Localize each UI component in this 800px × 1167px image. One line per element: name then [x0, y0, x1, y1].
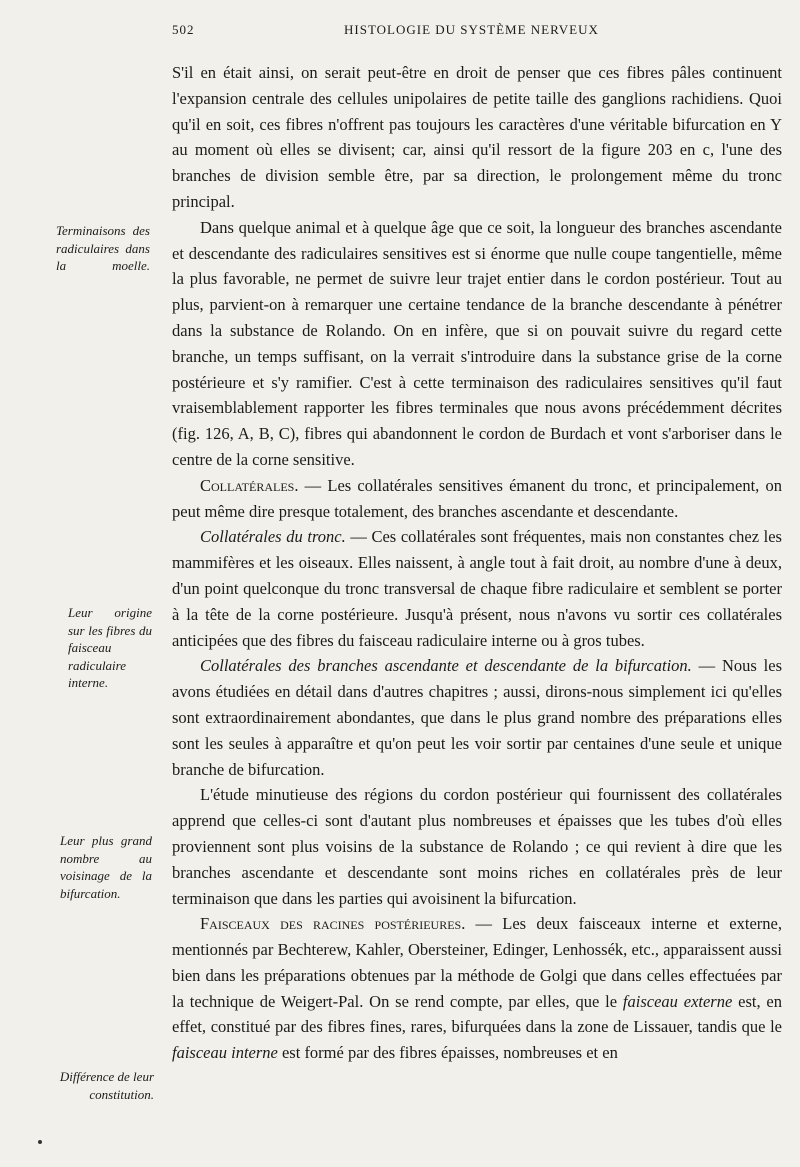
- section-heading-collaterales: Collatérales.: [200, 475, 299, 495]
- subheading-collaterales-du-tronc: Collatérales du tronc.: [200, 527, 346, 547]
- paragraph-5: [172, 653, 782, 782]
- paragraph-4: [172, 524, 782, 653]
- paragraph-3-text: — Les collatérales sensitives émanent du tronc, et principalement, on peut même dire presque totalement, des branches ascendante et descendante.: [172, 475, 782, 521]
- term-faisceau-interne: faisceau interne: [172, 1043, 278, 1063]
- paragraph-4-text: — Ces collatérales sont fréquentes, mais non constantes chez les mammifères et les oiseaux. Elles naissent, à angle tout à fait droit, au nombre d'une à deux, d'un point quelconque du tronc transversal de chaque fibre radiculaire et semblent se porter à la tête de la corne postérieure. Jusqu'à présent, nous n'avons vu sortir ces collatérales anticipées que des fibres du faisceau radiculaire interne ou à gros tubes.: [172, 527, 782, 650]
- paragraph-7-text-a: — Les deux faisceaux interne et externe, mentionnés par Bechterew, Kahler, Obersteiner, Edinger, Lenhossék, etc., apparaissent aussi bien dans les préparations obtenues par la méthode de Golgi que dans celles effectuées par la technique de Weigert-Pal. On se rend compte, par elles, que le: [172, 914, 782, 1011]
- main-text: [172, 60, 782, 1066]
- paragraph-1: S'il en était ainsi, on serait peut-être en droit de penser que ces fibres pâles continuent l'expansion centrale des cellules unipolaires de petite taille des ganglions rachidiens. Quoi qu'il en soit, ces fibres n'offrent pas toujours les caractères d'une véritable bifurcation en Y au moment où elles se divisent; car, ainsi qu'il ressort de la figure 203 en c, l'une des branches de division semble être, par sa direction, le prolongement même du tronc principal.: [172, 63, 782, 211]
- subheading-collaterales-des-branches: Collatérales des branches ascendante et descendante de la bifurcation.: [200, 656, 692, 676]
- term-faisceau-externe: faisceau externe: [622, 991, 733, 1011]
- paragraph-7-text-c: est formé par des fibres épaisses, nombreuses et en: [277, 1043, 618, 1063]
- page-header: [0, 22, 800, 42]
- paragraph-3: [172, 473, 782, 525]
- side-note-voisinage: Leur plus grand nombre au voisinage de la bifurcation.: [60, 833, 152, 901]
- paragraph-7: [172, 911, 782, 1066]
- paragraph-7-text-b: est, en effet, constitué par des fibres fines, rares, bifurquées dans la zone de Lissauer, tandis que le: [172, 991, 782, 1037]
- section-heading-faisceaux: Faisceaux des racines postérieures.: [200, 914, 466, 934]
- paragraph-2: Dans quelque animal et à quelque âge que ce soit, la longueur des branches ascendante et descendante des radiculaires sensitives est si énorme que nulle coupe tangentielle, même la plus favorable, ne permet de suivre leur trajet entier dans le cordon postérieur. Tout au plus, parvient-on à remarquer une certaine tendance de la branche descendante à pénétrer dans la substance de Rolando. On en infère, que si on pouvait suivre du regard cette branche, un temps suffisant, on la verrait s'introduire dans la substance grise de la corne postérieure et s'y ramifier. C'est à cette terminaison des radiculaires sensitives qu'il faut vraisemblablement rapporter les fibres terminales que nous avons précédemment décrites (fig. 126, A, B, C), fibres qui abandonnent le cordon de Burdach et vont s'arboriser dans le centre de la corne sensitive.: [172, 217, 782, 469]
- side-note-terminaisons: Terminaisons des radiculaires dans la moelle.: [56, 223, 150, 273]
- paragraph-5-text: — Nous les avons étudiées en détail dans d'autres chapitres ; aussi, dirons-nous simplement ici qu'elles sont extraordinairement abondantes, que dans le plus grand nombre des préparations elles sont les seules à apparaître et qu'on peut les voir sortir par centaines d'une seule et unique branche de bifurcation.: [172, 656, 782, 779]
- side-note-difference: Différence de leur constitution.: [59, 1069, 154, 1102]
- side-note-origine: Leur origine sur les fibres du faisceau radiculaire interne.: [68, 605, 152, 690]
- speck-mark: [38, 1140, 42, 1144]
- page-number: 502: [172, 22, 195, 37]
- running-head: HISTOLOGIE DU SYSTÈME NERVEUX: [344, 22, 599, 37]
- paragraph-6: L'étude minutieuse des régions du cordon postérieur qui fournissent des collatérales apprend que celles-ci sont d'autant plus nombreuses et épaisses que les tubes d'où elles proviennent sont plus voisins de la substance de Rolando ; ce qui revient à dire que les branches ascendante et descendante sont moins riches en collatérales près de leur terminaison que dans les parties qui avoisinent la bifurcation.: [172, 785, 782, 908]
